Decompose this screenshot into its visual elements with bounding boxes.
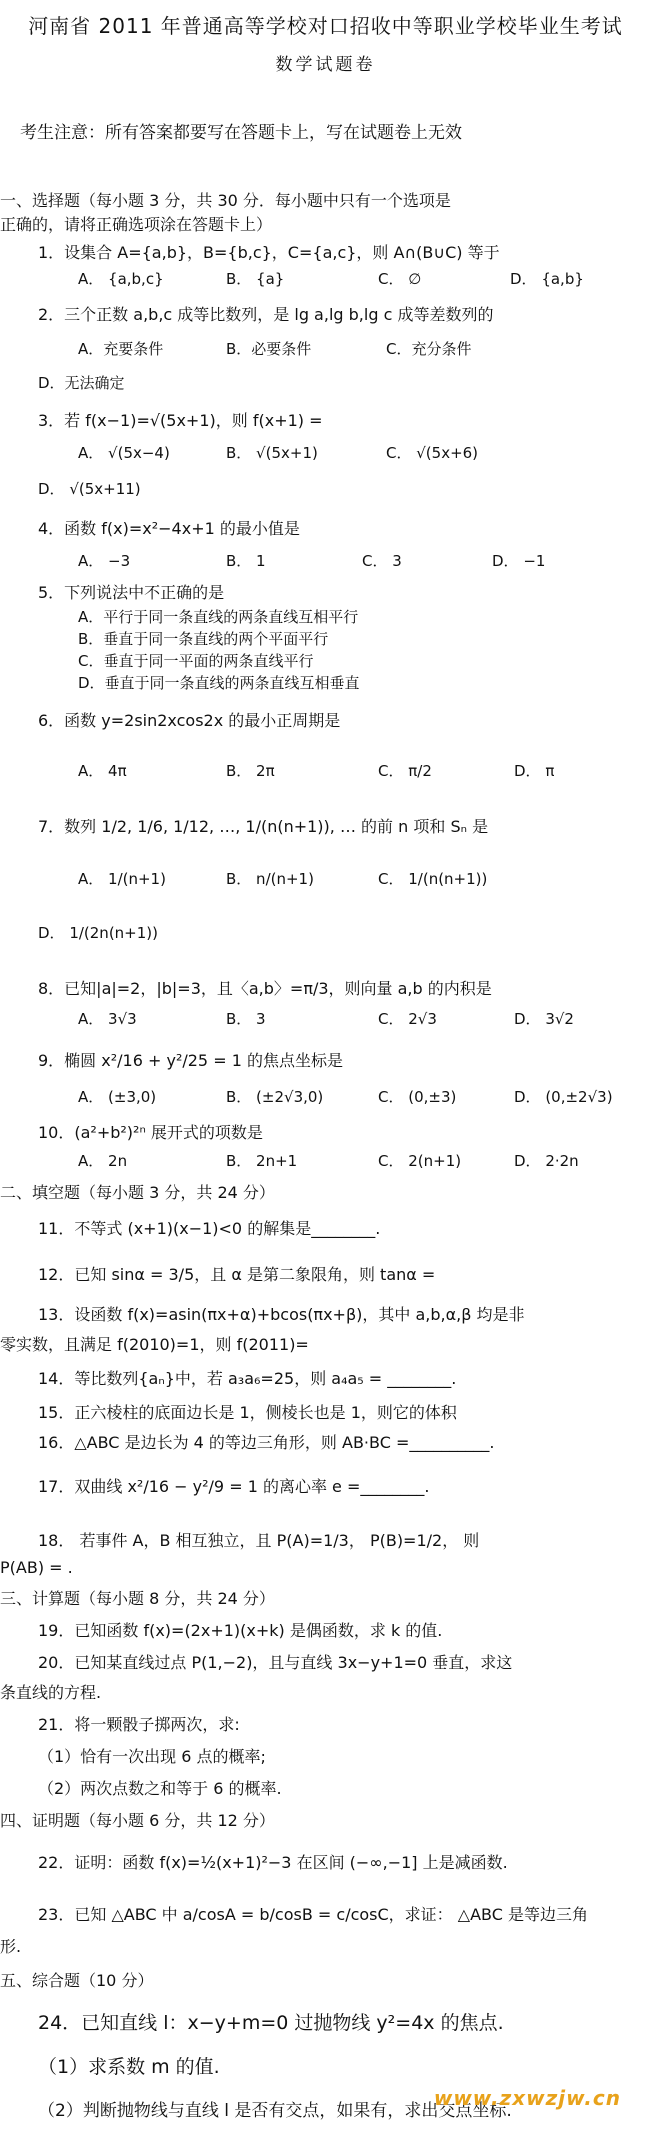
question-17: 17．双曲线 x²/16 − y²/9 = 1 的离心率 e =________.: [38, 1477, 430, 1496]
question-13-cont: 零实数，且满足 f(2010)=1，则 f(2011)=: [0, 1335, 309, 1354]
q2-option-b: B．必要条件: [226, 340, 312, 358]
q9-option-c: C． (0,±3): [378, 1088, 457, 1106]
q3-option-d: D． √(5x+11): [38, 480, 141, 498]
q10-option-c: C． 2(n+1): [378, 1152, 462, 1170]
question-13: 13．设函数 f(x)=asin(πx+α)+bcos(πx+β)，其中 a,b,α,β 均是非: [38, 1305, 525, 1324]
q7-option-c: C． 1/(n(n+1)): [378, 870, 488, 888]
q8-option-a: A． 3√3: [78, 1010, 137, 1028]
q7-option-d: D． 1/(2n(n+1)): [38, 924, 158, 942]
exam-subtitle: 数学试题卷: [275, 55, 376, 75]
q10-option-d: D． 2·2n: [514, 1152, 579, 1170]
question-21-part2: （2）两次点数之和等于 6 的概率.: [38, 1779, 282, 1798]
question-20: 20．已知某直线过点 P(1,−2)，且与直线 3x−y+1=0 垂直，求这: [38, 1653, 513, 1672]
section2-heading: 二、填空题（每小题 3 分，共 24 分）: [0, 1183, 275, 1202]
candidate-notice: 考生注意：所有答案都要写在答题卡上，写在试题卷上无效: [20, 123, 462, 143]
question-20-cont: 条直线的方程.: [0, 1683, 102, 1702]
q7-option-b: B． n/(n+1): [226, 870, 314, 888]
q3-option-c: C． √(5x+6): [386, 444, 479, 462]
question-18-cont: P(AB) = .: [0, 1558, 73, 1577]
question-9: 9．椭圆 x²/16 + y²/25 = 1 的焦点坐标是: [38, 1051, 343, 1070]
q5-option-b: B．垂直于同一条直线的两个平面平行: [78, 630, 329, 648]
q8-option-d: D． 3√2: [514, 1010, 574, 1028]
question-23: 23．已知 △ABC 中 a/cosA = b/cosB = c/cosC，求证： △ABC 是等边三角: [38, 1905, 588, 1924]
question-23-cont: 形.: [0, 1937, 22, 1956]
section5-heading: 五、综合题（10 分）: [0, 1971, 154, 1990]
q5-option-d: D．垂直于同一条直线的两条直线互相垂直: [78, 674, 360, 692]
question-24: 24．已知直线 l：x−y+m=0 过抛物线 y²=4x 的焦点.: [38, 2012, 504, 2034]
q1-option-d: D． {a,b}: [510, 270, 584, 288]
question-10: 10．(a²+b²)²ⁿ 展开式的项数是: [38, 1123, 263, 1142]
q9-option-a: A． (±3,0): [78, 1088, 157, 1106]
question-3: 3．若 f(x−1)=√(5x+1)，则 f(x+1) =: [38, 411, 323, 430]
question-24-part2: （2）判断抛物线与直线 l 是否有交点，如果有，求出交点坐标.: [38, 2101, 512, 2121]
q2-option-d: D．无法确定: [38, 374, 125, 392]
question-11: 11．不等式 (x+1)(x−1)<0 的解集是________.: [38, 1219, 381, 1238]
q5-option-a: A．平行于同一条直线的两条直线互相平行: [78, 608, 359, 626]
site-watermark: www.zxwzjw.cn: [433, 2086, 621, 2110]
q3-option-a: A． √(5x−4): [78, 444, 170, 462]
q1-option-c: C． ∅: [378, 270, 422, 288]
exam-title: 河南省 2011 年普通高等学校对口招收中等职业学校毕业生考试: [28, 14, 623, 38]
section4-heading: 四、证明题（每小题 6 分，共 12 分）: [0, 1811, 275, 1830]
question-6: 6．函数 y=2sin2xcos2x 的最小正周期是: [38, 711, 341, 730]
section3-heading: 三、计算题（每小题 8 分，共 24 分）: [0, 1589, 275, 1608]
question-8: 8．已知|a|=2，|b|=3，且〈a,b〉=π/3，则向量 a,b 的内积是: [38, 979, 492, 998]
q6-option-c: C． π/2: [378, 762, 432, 780]
q6-option-a: A． 4π: [78, 762, 127, 780]
question-21: 21．将一颗骰子掷两次，求:: [38, 1715, 240, 1734]
section1-heading-cont: 正确的，请将正确选项涂在答题卡上）: [0, 215, 273, 234]
question-12: 12．已知 sinα = 3/5，且 α 是第二象限角，则 tanα =: [38, 1265, 436, 1284]
q8-option-c: C． 2√3: [378, 1010, 437, 1028]
q2-option-c: C．充分条件: [386, 340, 472, 358]
question-14: 14．等比数列{aₙ}中，若 a₃a₆=25，则 a₄a₅ = ________.: [38, 1369, 457, 1388]
q3-option-b: B． √(5x+1): [226, 444, 318, 462]
question-2: 2．三个正数 a,b,c 成等比数列，是 lg a,lg b,lg c 成等差数列的: [38, 305, 494, 324]
q10-option-a: A． 2n: [78, 1152, 128, 1170]
q10-option-b: B． 2n+1: [226, 1152, 298, 1170]
q4-option-b: B． 1: [226, 552, 266, 570]
q4-option-c: C． 3: [362, 552, 402, 570]
section1-heading: 一、选择题（每小题 3 分，共 30 分．每小题中只有一个选项是: [0, 191, 451, 210]
q1-option-b: B． {a}: [226, 270, 285, 288]
question-22: 22．证明：函数 f(x)=½(x+1)²−3 在区间 (−∞,−1] 上是减函数.: [38, 1853, 508, 1872]
question-16: 16．△ABC 是边长为 4 的等边三角形，则 AB·BC =__________.: [38, 1433, 495, 1452]
question-19: 19．已知函数 f(x)=(2x+1)(x+k) 是偶函数，求 k 的值.: [38, 1621, 443, 1640]
q4-option-d: D． −1: [492, 552, 546, 570]
question-15: 15．正六棱柱的底面边长是 1，侧棱长也是 1，则它的体积: [38, 1403, 457, 1422]
question-1: 1．设集合 A={a,b}，B={b,c}，C={a,c}，则 A∩(B∪C) 等于: [38, 243, 500, 262]
question-21-part1: （1）恰有一次出现 6 点的概率;: [38, 1747, 266, 1766]
question-5: 5．下列说法中不正确的是: [38, 583, 225, 602]
q6-option-d: D． π: [514, 762, 555, 780]
q6-option-b: B． 2π: [226, 762, 275, 780]
q7-option-a: A． 1/(n+1): [78, 870, 166, 888]
q8-option-b: B． 3: [226, 1010, 266, 1028]
q9-option-b: B． (±2√3,0): [226, 1088, 324, 1106]
question-24-part1: （1）求系数 m 的值.: [38, 2056, 220, 2078]
q9-option-d: D． (0,±2√3): [514, 1088, 613, 1106]
question-4: 4．函数 f(x)=x²−4x+1 的最小值是: [38, 519, 300, 538]
question-7: 7．数列 1/2, 1/6, 1/12, …, 1/(n(n+1)), … 的前 n 项和 Sₙ 是: [38, 817, 489, 836]
q4-option-a: A． −3: [78, 552, 131, 570]
question-18: 18． 若事件 A，B 相互独立，且 P(A)=1/3， P(B)=1/2， 则: [38, 1531, 480, 1550]
q5-option-c: C．垂直于同一平面的两条直线平行: [78, 652, 314, 670]
q1-option-a: A． {a,b,c}: [78, 270, 164, 288]
q2-option-a: A．充要条件: [78, 340, 164, 358]
